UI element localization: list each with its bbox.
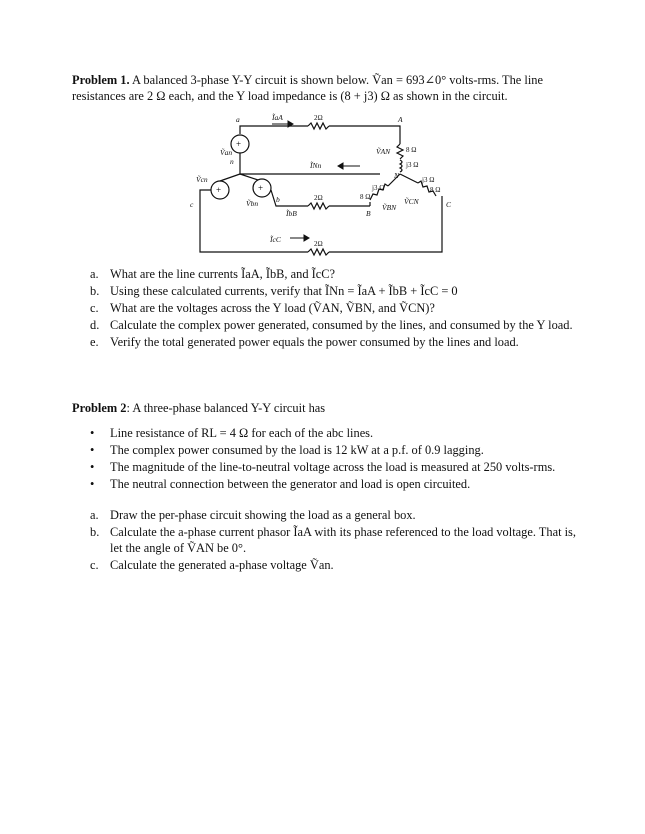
list-item: • The magnitude of the line-to-neutral voltage across the load is measured at 250 volts-rms. [90,460,556,474]
svg-text:+: + [258,183,264,193]
label-src-vbn: Ṽbn [246,199,259,208]
problem2-questions [90,507,590,574]
label-line-res-a: 2Ω [314,114,323,122]
label-node-n: n [230,157,234,166]
svg-text:+: + [216,185,222,195]
label-x-C: j3 Ω [422,176,435,184]
svg-text:+: + [236,139,242,149]
load-inductor-A [400,160,402,172]
label-node-B: B [366,209,371,218]
problem1-heading: Problem 1 [72,73,127,87]
label-node-A: A [398,115,403,124]
list-item: • The complex power consumed by the load is 12 kW at a p.f. of 0.9 lagging. [90,443,484,457]
load-inductor-C [400,174,418,183]
label-line-res-b: 2Ω [314,194,323,202]
wire-A [329,126,400,144]
wire-a [240,126,308,134]
label-node-a: a [236,115,240,124]
label-src-vcn: Ṽcn [196,175,208,184]
problem2-heading: Problem 2 [72,401,127,415]
problem1-given-voltage: Ṽan = 693∠0° volts-rms. The line [372,73,543,87]
list-item: a. What are the line currents ĨaA, ĨbB, and ĨcC? [90,267,335,281]
label-x-B: j3 Ω [372,184,385,192]
arrow-iNn [338,163,343,169]
label-x-A: j3 Ω [406,161,419,169]
label-r-C: 8 Ω [430,186,441,194]
list-item: a. Draw the per-phase circuit showing the load as a general box. [90,508,416,522]
label-node-c: c [190,200,194,209]
label-r-A: 8 Ω [406,146,417,154]
label-load-vcn: ṼCN [404,197,419,206]
list-item: • Line resistance of RL = 4 Ω for each of the abc lines. [90,426,374,440]
load-resistor-A [397,144,403,159]
list-item: e. Verify the total generated power equals the power consumed by the lines and load. [90,335,519,349]
problem1-intro-line2: resistances are 2 Ω each, and the Y load impedance is (8 + j3) Ω as shown in the circuit. [72,89,508,103]
arrow-icC [304,235,309,241]
list-item: • The neutral connection between the generator and load is open circuited. [90,477,471,491]
list-item: c. Calculate the generated a-phase voltage Ṽan. [90,558,334,572]
list-item: b. Using these calculated currents, verify that ĨNn = ĨaA + ĨbB + ĨcC = 0 [90,284,458,298]
problem2-intro [72,400,582,416]
line-resistor-b [308,203,329,209]
line-resistor-c [308,249,329,255]
label-src-van: Ṽan [220,148,233,157]
problem1-intro-line1: A balanced 3-phase Y-Y circuit is shown below. [132,73,370,87]
list-item: d. Calculate the complex power generated, consumed by the lines, and consumed by the Y load. [90,318,573,332]
label-load-van: ṼAN [376,147,391,156]
problem2-bullets [90,425,580,493]
problem1-questions [90,266,590,351]
label-iNn: ĨNn [310,161,322,170]
list-item: b. Calculate the a-phase current phasor ĨaA with its phase referenced to the load voltage. That is, let the angle of ṼAN be 0°. [90,525,576,555]
list-item: c. What are the voltages across the Y load (ṼAN, ṼBN, and ṼCN)? [90,301,435,315]
problem2-intro-text: : A three-phase balanced Y-Y circuit has [126,401,326,415]
problem1-intro: Problem 1. A balanced 3-phase Y-Y circuit is shown below. Ṽan = 693∠0° volts-rms. The line resistances are 2 Ω each, and the Y load impedance is (8 + j3) Ω as shown in the circuit. [72,73,543,103]
label-ibB: ĨbB [286,209,297,218]
label-r-B: 8 Ω [360,193,371,201]
circuit-diagram [180,112,450,260]
line-resistor-a [308,123,329,129]
label-iaA: ĨaA [272,113,283,122]
label-node-C: C [446,200,452,209]
label-load-vbn: ṼBN [382,203,397,212]
label-node-b: b [276,195,280,204]
label-node-N: N [394,171,400,180]
label-line-res-c: 2Ω [314,240,323,248]
label-icC: ĨcC [270,235,281,244]
